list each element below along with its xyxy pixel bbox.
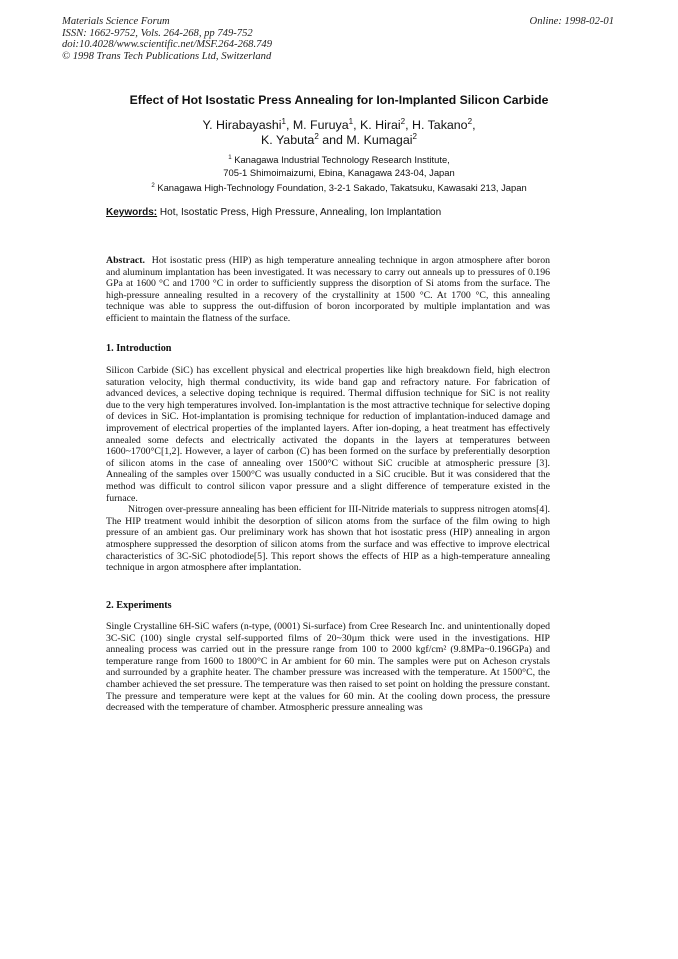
abstract-text: Hot isostatic press (HIP) as high temperature annealing technique in argon atmosphere after boron and aluminum implantation has been investigated. It was necessary to carry out anneals up to pressures of 0.196 GPa at 1600 °C and 1700 °C in order to sufficiently suppress the disorption of Si atoms from the surface. The high-pressure annealing resulted in a recovery of the crystallinity at 1500 °C. At 1700 °C, this annealing technique was able to suppress the out-diffusion of boron incorporated by multiple implantation and was efficient to maintain the flatness of the surface. — [106, 255, 550, 324]
author-affiliation-mark: 1 — [348, 116, 354, 126]
author-name: H. Takano — [412, 118, 468, 132]
affiliation-mark: 1 — [228, 153, 232, 161]
affiliation-1-line-1: Kanagawa Industrial Technology Research Institute, — [234, 154, 450, 165]
author-name: Y. Hirabayashi — [202, 118, 282, 132]
paper-title: Effect of Hot Isostatic Press Annealing for Ion-Implanted Silicon Carbide — [129, 93, 549, 107]
keywords-list: Hot, Isostatic Press, High Pressure, Annealing, Ion Implantation — [159, 207, 442, 218]
author-affiliation-mark: 2 — [412, 131, 417, 141]
section-heading-experiments: 2. Experiments — [106, 600, 172, 611]
author-separator: , — [472, 118, 476, 132]
author-separator: and — [318, 133, 347, 147]
affiliation-2 — [0, 182, 678, 195]
affiliation-2-text: Kanagawa High-Technology Foundation, 3-2-1 Sakado, Takatsuku, Kawasaki 213, Japan — [157, 182, 527, 193]
affiliation-1-line-2: 705-1 Shimoimaizumi, Ebina, Kanagawa 243-04, Japan — [223, 166, 455, 178]
journal-header — [62, 16, 272, 62]
author-affiliation-mark: 2 — [314, 131, 319, 141]
author-name: M. Kumagai — [346, 133, 413, 147]
introduction-paragraph-2: Nitrogen over-pressure annealing has been efficient for III-Nitride materials to suppress nitrogen atoms[4]. The HIP treatment would inhibit the desorption of silicon atoms from the surface of the film owing to high pressure of an ambient gas. Our preliminary work has shown that hot isostatic press (HIP) annealing in argon atmosphere suppressed the desorption of silicon atoms from the surface and was effective to improve electrical characteristics of 3C-SiC photodiode[5]. This report shows the effects of HIP as a high-temperature annealing technique in argon atmosphere after implantation. — [106, 504, 550, 574]
keywords — [106, 207, 441, 218]
author-affiliation-mark: 2 — [467, 116, 473, 126]
author-line-1 — [0, 118, 678, 133]
section-heading-introduction: 1. Introduction — [106, 343, 172, 354]
author-list — [0, 118, 678, 148]
author-name: M. Furuya — [292, 118, 349, 132]
author-separator: , — [285, 118, 293, 132]
author-separator: , — [353, 118, 360, 132]
abstract — [106, 255, 550, 325]
introduction-body — [106, 365, 550, 574]
doi-line[interactable]: doi:10.4028/www.scientific.net/MSF.264-268.749 — [62, 39, 272, 51]
issn-line: ISSN: 1662-9752, Vols. 264-268, pp 749-752 — [62, 27, 253, 39]
journal-name: Materials Science Forum — [62, 16, 170, 27]
author-name: K. Yabuta — [261, 133, 315, 147]
abstract-label: Abstract. — [106, 255, 145, 266]
copyright-line: © 1998 Trans Tech Publications Ltd, Switzerland — [62, 50, 272, 62]
introduction-paragraph-1: Silicon Carbide (SiC) has excellent physical and electrical properties like high breakdown field, high electron saturation velocity, high thermal conductivity, its wide band gap and refractory nature. For fabrication of advanced devices, a selective doping technique is required. Thermal diffusion technique for SiC is not reality due to the very high temperatures involved. Ion-implantation is the most attractive technique for selective doping of devices in SiC. Hot-implantation is promising technique for reduction of implantation-induced damage and improvement of electrical properties of the implanted layers. After ion-doping, a heat treatment has effectively annealed some defects and electrically activated the dopants in the layers at temperatures between 1600~1700°C[1,2]. However, a layer of carbon (C) has been formed on the surface by preferentially desorption of silicon atoms in the case of annealing over 1500°C without SiC crucible at atmospheric pressure [3]. Annealing of the samples over 1500°C was usually conducted in a SiC crucible. But it was considered that the method was difficult to control silicon vapor pressure and a slight difference of temperature existed in the furnace. — [106, 365, 550, 504]
author-affiliation-mark: 2 — [400, 116, 406, 126]
affiliation-mark: 2 — [151, 181, 155, 189]
online-date: Online: 1998-02-01 — [529, 16, 614, 27]
affiliation-1 — [0, 154, 678, 179]
author-name: K. Hirai — [360, 118, 401, 132]
experiments-body — [106, 621, 550, 714]
author-line-2 — [0, 133, 678, 148]
author-separator: , — [405, 118, 412, 132]
keywords-label: Keywords: — [106, 207, 158, 218]
author-affiliation-mark: 1 — [281, 116, 286, 126]
experiments-paragraph-1: Single Crystalline 6H-SiC wafers (n-type, (0001) Si-surface) from Cree Research Inc. and unintentionally doped 3C-SiC (100) single crystal self-supported films of 20~30µm thick were used in the investigations. HIP annealing process was carried out in the pressure range from 100 to 2000 kgf/cm² (9.8MPa~0.196GPa) and temperature range from 1600 to 1800°C in Ar ambient for 60 min. The samples were put on Acheson crystals and surrounded by a graphite heater. The chamber pressure was increased with the temperature. At 1500°C, the chamber achieved the set pressure. The temperature was then raised to set point on holding the pressure constant. The pressure and temperature were kept at the values for 60 min. At the cooling down process, the pressure decreased with the temperature of chamber. Atmospheric pressure annealing was — [106, 621, 550, 714]
